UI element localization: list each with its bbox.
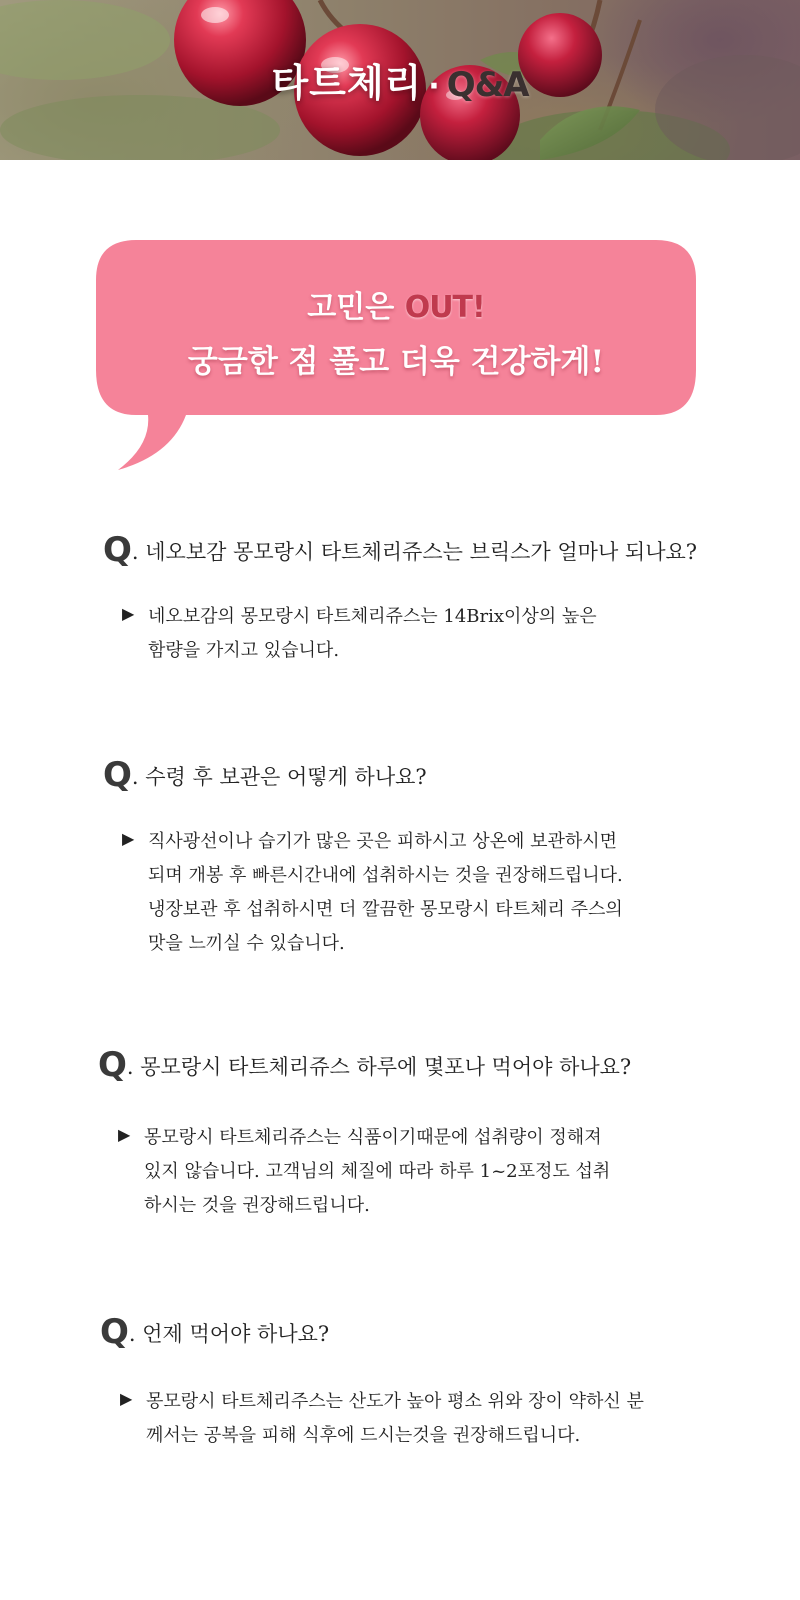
answer-line: 네오보감의 몽모랑시 타트체리쥬스는 14Brix이상의 높은 [148, 606, 597, 627]
arrow-right-icon: ▶ [122, 829, 135, 848]
question-text: . 네오보감 몽모랑시 타트체리쥬스는 브릭스가 얼마나 되나요? [131, 540, 698, 564]
banner-title [0, 52, 800, 107]
bubble-headline [96, 282, 696, 326]
answer-line: 직사광선이나 습기가 많은 곳은 피하시고 상온에 보관하시면 [148, 831, 618, 852]
answer-line: 몽모랑시 타트체리주스는 산도가 높아 평소 위와 장이 약하신 분 [146, 1391, 644, 1412]
bubble-out-highlight: OUT! [404, 290, 485, 325]
faq-question [100, 1312, 329, 1352]
q-mark: Q [98, 1045, 127, 1085]
question-text: . 몽모랑시 타트체리쥬스 하루에 몇포나 먹어야 하나요? [126, 1055, 632, 1079]
speech-bubble [96, 240, 706, 485]
answer-line: 되며 개봉 후 빠른시간내에 섭취하시는 것을 권장해드립니다. [148, 865, 623, 886]
question-text: . 수령 후 보관은 어떻게 하나요? [131, 765, 427, 789]
faq-question [103, 530, 697, 570]
q-mark: Q [100, 1312, 129, 1352]
q-mark: Q [103, 755, 132, 795]
answer-line: 께서는 공복을 피해 식후에 드시는것을 권장해드립니다. [146, 1425, 581, 1446]
question-text: . 언제 먹어야 하나요? [128, 1322, 330, 1346]
arrow-right-icon: ▶ [118, 1125, 131, 1144]
answer-line: 냉장보관 후 섭취하시면 더 깔끔한 몽모랑시 타트체리 주스의 [148, 899, 623, 920]
faq-question [98, 1045, 631, 1085]
arrow-right-icon: ▶ [120, 1389, 133, 1408]
answer-line: 몽모랑시 타트체리쥬스는 식품이기때문에 섭취량이 정해져 [144, 1127, 602, 1148]
answer-line: 하시는 것을 권장해드립니다. [144, 1195, 370, 1216]
q-mark: Q [103, 530, 132, 570]
bubble-headline-prefix: 고민은 [307, 290, 405, 325]
header-banner [0, 0, 800, 160]
faq-question [103, 755, 427, 795]
banner-qa-label: Q&A [446, 65, 529, 105]
banner-title-text: 타트체리 [271, 61, 423, 105]
arrow-right-icon: ▶ [122, 604, 135, 623]
answer-line: 있지 않습니다. 고객님의 체질에 따라 하루 1~2포정도 섭취 [144, 1161, 611, 1182]
answer-line: 함량을 가지고 있습니다. [148, 640, 340, 661]
answer-line: 맛을 느끼실 수 있습니다. [148, 933, 345, 954]
banner-title-separator: · [428, 69, 441, 104]
bubble-subheadline: 궁금한 점 풀고 더욱 건강하게! [187, 344, 605, 380]
